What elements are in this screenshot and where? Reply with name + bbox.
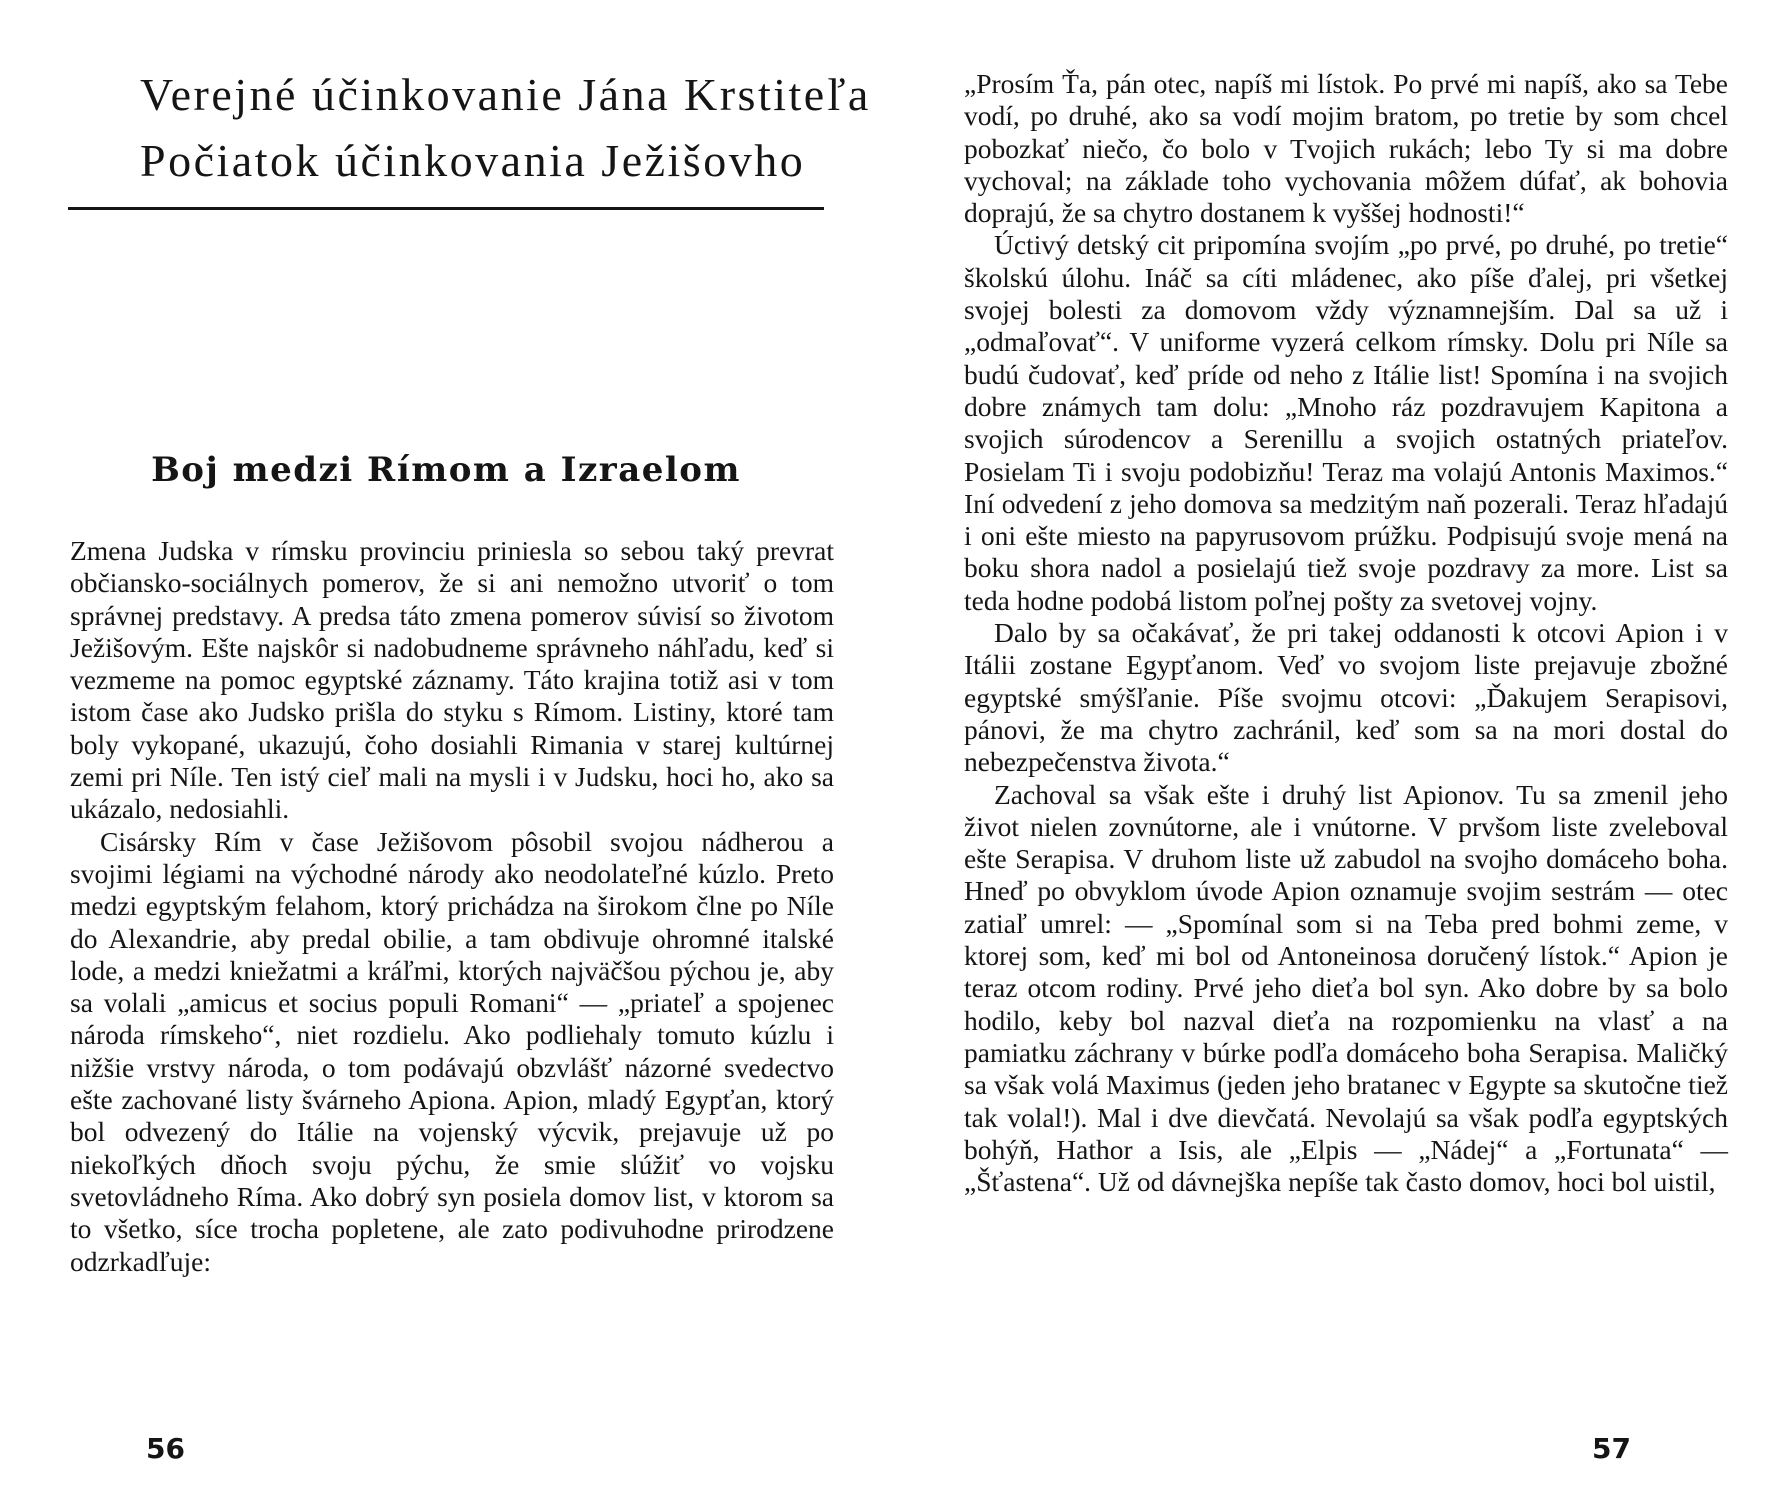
paragraph: Dalo by sa očakávať, že pri takej oddanosti k otcovi Apion i v Itálii zostane Egypťanom. Veď vo svojom liste prejavuje zbožné egyptské smýšľanie. Píše svojmu otcovi: „Ďakujem Serapisovi, pánovi, že ma chytro zachránil, keď som sa na mori dostal do nebezpečenstva života.“ <box>964 617 1728 778</box>
chapter-title-line-1: Verejné účinkovanie Jána Krstiteľa <box>140 69 871 120</box>
paragraph: „Prosím Ťa, pán otec, napíš mi lístok. Po prvé mi napíš, ako sa Tebe vodí, po druhé, ako sa vodí mojim bratom, po tretie by som chcel pobozkať niečo, čo bolo v Tvojich rukách; lebo Ty si ma dobre vychoval; na základe toho vychovania môžem dúfať, ak bohovia doprajú, že sa chytro dostanem k vyššej hodnosti!“ <box>964 68 1728 229</box>
chapter-title-line-2: Počiatok účinkovania Ježišovho <box>140 135 806 186</box>
paragraph: Úctivý detský cit pripomína svojím „po prvé, po druhé, po tretie“ školskú úlohu. Ináč sa cíti mládenec, ako píše ďalej, pri všetkej svojej bolesti za domovom vždy významnejším. Dal sa už i „odmaľovať“. V uniforme vyzerá celkom rímsky. Dolu pri Níle sa budú čudovať, keď príde od neho z Itálie list! Spomína i na svojich dobre známych tam dolu: „Mnoho ráz pozdravujem Kapitona a svojich súrodencov a Serenillu a svojich ostatných priateľov. Posielam Ti i svoju podobizňu! Teraz ma volajú Antonis Maximos.“ Iní odvedení z jeho domova sa medzitým naň pozerali. Teraz hľadajú i oni ešte miesto na papyrusovom prúžku. Podpisujú svoje mená na boku shora nadol a posielajú tiež svoje pozdravy za more. List sa teda hodne podobá listom poľnej pošty za svetovej vojny. <box>964 229 1728 616</box>
left-body-text <box>70 535 834 1278</box>
title-divider <box>68 207 824 210</box>
paragraph: Zachoval sa však ešte i druhý list Apionov. Tu sa zmenil jeho život nielen zovnútorne, ale i vnútorne. V prvšom liste zveleboval ešte Serapisa. V druhom liste už zabudol na svojho domáceho boha. Hneď po obvyklom úvode Apion oznamuje svojim sestrám — otec zatiaľ umrel: — „Spomínal som si na Teba pred bohmi zeme, v ktorej som, keď mi bol od Antoneinosa doručený lístok.“ Apion je teraz otcom rodiny. Prvé jeho dieťa bol syn. Ako dobre by sa bolo hodilo, keby bol nazval dieťa na rozpomienku na vlasť a na pamiatku záchrany v búrke podľa domáceho boha Serapisa. Maličký sa však volá Maximus (jeden jeho bratanec v Egypte sa skutočne tiež tak volal!). Mal i dve dievčatá. Nevolajú sa však podľa egyptských bohýň, Hathor a Isis, ale „Elpis — „Nádej“ a „Fortunata“ — „Šťastena“. Už od dávnejška nepíše tak často domov, hoci bol uistil, <box>964 778 1728 1198</box>
paragraph: Zmena Judska v rímsku provinciu priniesla so sebou taký prevrat občiansko-sociálnych pomerov, že si ani nemožno utvoriť o tom správnej predstavy. A predsa táto zmena pomerov súvisí so životom Ježišovým. Ešte najskôr si nadobudneme správneho náhľadu, keď si vezmeme na pomoc egyptské záznamy. Táto krajina totiž asi v tom istom čase ako Judsko prišla do styku s Rímom. Listiny, ktoré tam boly vykopané, ukazujú, čoho dosiahli Rimania v starej kultúrnej zemi pri Níle. Ten istý cieľ mali na mysli i v Judsku, hoci ho, ako sa ukázalo, nedosiahli. <box>70 535 834 825</box>
page-number: 57 <box>1592 1432 1631 1465</box>
right-page <box>892 0 1784 1500</box>
section-heading: Boj medzi Rímom a Izraelom <box>151 450 741 490</box>
right-body-text <box>964 68 1728 1198</box>
page-number: 56 <box>146 1432 185 1465</box>
paragraph: Cisársky Rím v čase Ježišovom pôsobil svojou nádherou a svojimi légiami na východné národy ako neodolateľné kúzlo. Preto medzi egyptským felahom, ktorý prichádza na širokom člne po Níle do Alexandrie, aby predal obilie, a tam obdivuje ohromné italské lode, a medzi kniežatmi a kráľmi, ktorých najväčšou pýchou je, aby sa volali „amicus et socius populi Romani“ — „priateľ a spojenec národa rímskeho“, niet rozdielu. Ako podliehaly tomuto kúzlu i nižšie vrstvy národa, o tom podávajú obzvlášť názorné svedectvo ešte zachované listy švárneho Apiona. Apion, mladý Egypťan, ktorý bol odvezený do Itálie na vojenský výcvik, prejavuje už po niekoľkých dňoch svoju pýchu, že smie slúžiť vo vojsku svetovládneho Ríma. Ako dobrý syn posiela domov list, v ktorom sa to všetko, síce trocha popletene, ale zato podivuhodne prirodzene odzrkadľuje: <box>70 825 834 1277</box>
